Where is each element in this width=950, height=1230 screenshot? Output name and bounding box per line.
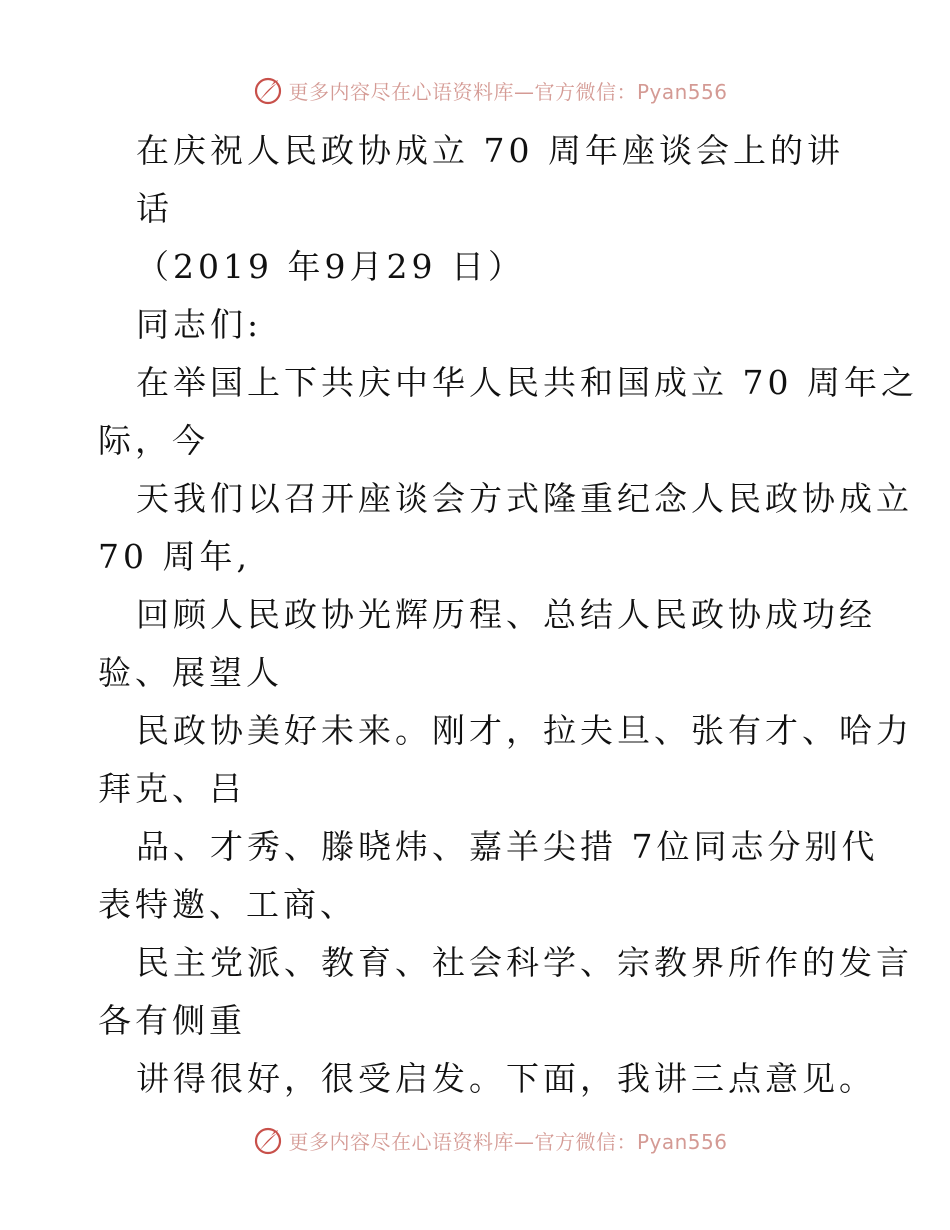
text-line: 讲得很好，很受启发。下面，我讲三点意见。: [136, 1059, 876, 1098]
text-line: 回顾人民政协光辉历程、总结人民政协成功经: [136, 595, 876, 634]
quill-pen-logo-icon: [252, 1124, 284, 1156]
text-line: （2019 年9月29 日）: [136, 247, 525, 286]
text-line: 各有侧重: [98, 1001, 246, 1040]
text-line: 话: [136, 189, 173, 228]
text-line: 拜克、吕: [98, 769, 246, 808]
text-line: 天我们以召开座谈会方式隆重纪念人民政协成立: [136, 479, 913, 518]
text-line: 表特邀、工商、: [98, 885, 357, 924]
watermark-text: 更多内容尽在心语资料库—官方微信：Pyan556: [288, 79, 728, 104]
footer-watermark: [0, 1120, 950, 1160]
header-watermark: [0, 70, 950, 110]
text-line: 70 周年,: [98, 537, 251, 576]
text-line: 品、才秀、滕晓炜、嘉羊尖措 7位同志分别代: [136, 827, 879, 866]
text-line: 民主党派、教育、社会科学、宗教界所作的发言: [136, 943, 913, 982]
text-line: 民政协美好未来。刚才，拉夫旦、张有才、哈力: [136, 711, 913, 750]
text-line: 在举国上下共庆中华人民共和国成立 70 周年之: [136, 363, 918, 402]
watermark-text: 更多内容尽在心语资料库—官方微信：Pyan556: [288, 1129, 728, 1154]
document-body: [98, 122, 918, 1108]
text-line: 同志们:: [136, 305, 263, 344]
text-line: 际，今: [98, 421, 209, 460]
quill-pen-logo-icon: [252, 74, 284, 106]
text-line: 验、展望人: [98, 653, 283, 692]
text-line: 在庆祝人民政协成立 70 周年座谈会上的讲: [136, 131, 844, 170]
